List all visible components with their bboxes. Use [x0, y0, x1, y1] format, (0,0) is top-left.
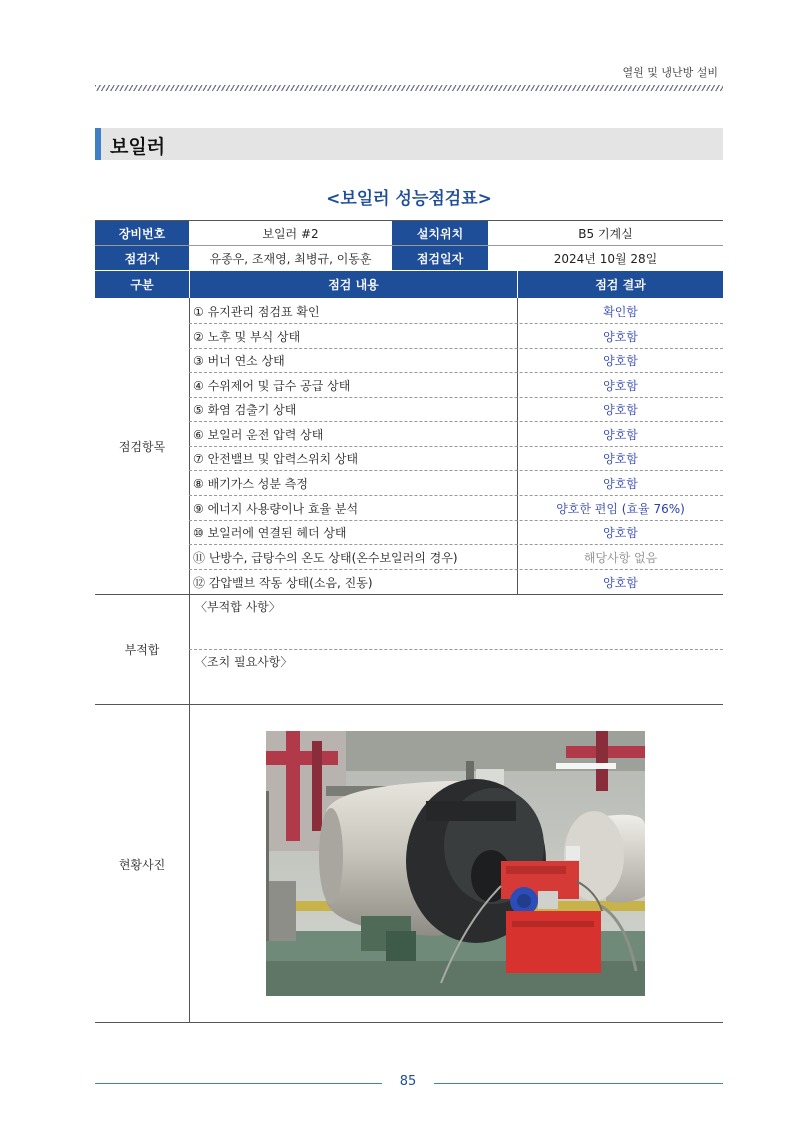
inspection-item: ⑫ 감압밸브 작동 상태(소음, 진동): [193, 575, 373, 590]
photo-category-label: 현황사진: [118, 857, 166, 872]
inspector-value: 유종우, 조재영, 최병규, 이동훈: [209, 251, 372, 266]
items-category-label: 점검항목: [118, 439, 166, 454]
equipment-no-label: 장비번호: [95, 221, 189, 245]
inspection-item: ⑩ 보일러에 연결된 헤더 상태: [193, 525, 347, 540]
equipment-no-value: 보일러 #2: [262, 226, 319, 241]
nonconform-category-label: 부적합: [124, 643, 160, 657]
column-divider-left: [189, 298, 190, 1023]
header-hatch-divider: [95, 85, 723, 91]
row-divider: [189, 649, 723, 650]
section-title-accent-bar: [95, 128, 101, 160]
document-title: <보일러 성능점검표>: [326, 189, 492, 209]
inspection-item: ⑧ 배기가스 성분 측정: [193, 476, 308, 491]
inspection-result: 양호함: [603, 575, 638, 590]
footer-rule-left: [95, 1083, 382, 1084]
inspection-result: 확인함: [603, 304, 638, 319]
inspection-result: 양호함: [603, 451, 638, 466]
section-divider: [95, 704, 723, 705]
footer-rule-right: [434, 1083, 723, 1084]
running-header: 열원 및 냉난방 설비: [622, 66, 718, 79]
inspection-result: 양호함: [603, 378, 638, 393]
action-required-subheading: 〈조치 필요사항〉: [195, 655, 293, 669]
inspection-result: 양호함: [603, 427, 638, 442]
inspection-result: 양호함: [603, 402, 638, 417]
inspection-result: 양호함: [603, 353, 638, 368]
column-header-result: 점검 결과: [518, 271, 723, 298]
inspection-result: 양호한 편임 (효율 76%): [556, 501, 685, 516]
section-title: [95, 128, 723, 160]
inspection-item: ⑤ 화염 검출기 상태: [193, 402, 297, 417]
section-divider: [95, 594, 723, 595]
section-title-text: 보일러: [110, 136, 166, 158]
inspection-item: ⑪ 난방수, 급탕수의 온도 상태(온수보일러의 경우): [193, 550, 458, 565]
date-value: 2024년 10월 28일: [553, 251, 658, 266]
inspector-label: 점검자: [95, 246, 189, 270]
nonconform-subheading: 〈부적합 사항〉: [195, 600, 281, 614]
inspection-result: 양호함: [603, 329, 638, 344]
inspection-item: ⑥ 보일러 운전 압력 상태: [193, 427, 324, 442]
inspection-item: ④ 수위제어 및 급수 공급 상태: [193, 378, 351, 393]
inspection-result: 양호함: [603, 525, 638, 540]
date-label: 점검일자: [392, 246, 488, 270]
location-label: 설치위치: [392, 221, 488, 245]
column-header-category: 구분: [95, 271, 189, 298]
inspection-item: ① 유지관리 점검표 확인: [193, 304, 320, 319]
inspection-result: 해당사항 없음: [583, 550, 658, 565]
inspection-item: ② 노후 및 부식 상태: [193, 329, 301, 344]
table-bottom-border: [95, 1022, 723, 1023]
inspection-item: ⑨ 에너지 사용량이나 효율 분석: [193, 501, 359, 516]
inspection-item: ⑦ 안전밸브 및 압력스위치 상태: [193, 451, 359, 466]
page-number: 85: [399, 1074, 417, 1089]
column-header-content: 점검 내용: [190, 271, 517, 298]
boiler-photo: [266, 731, 645, 996]
location-value: B5 기계실: [578, 226, 633, 241]
inspection-result: 양호함: [603, 476, 638, 491]
inspection-item: ③ 버너 연소 상태: [193, 353, 285, 368]
